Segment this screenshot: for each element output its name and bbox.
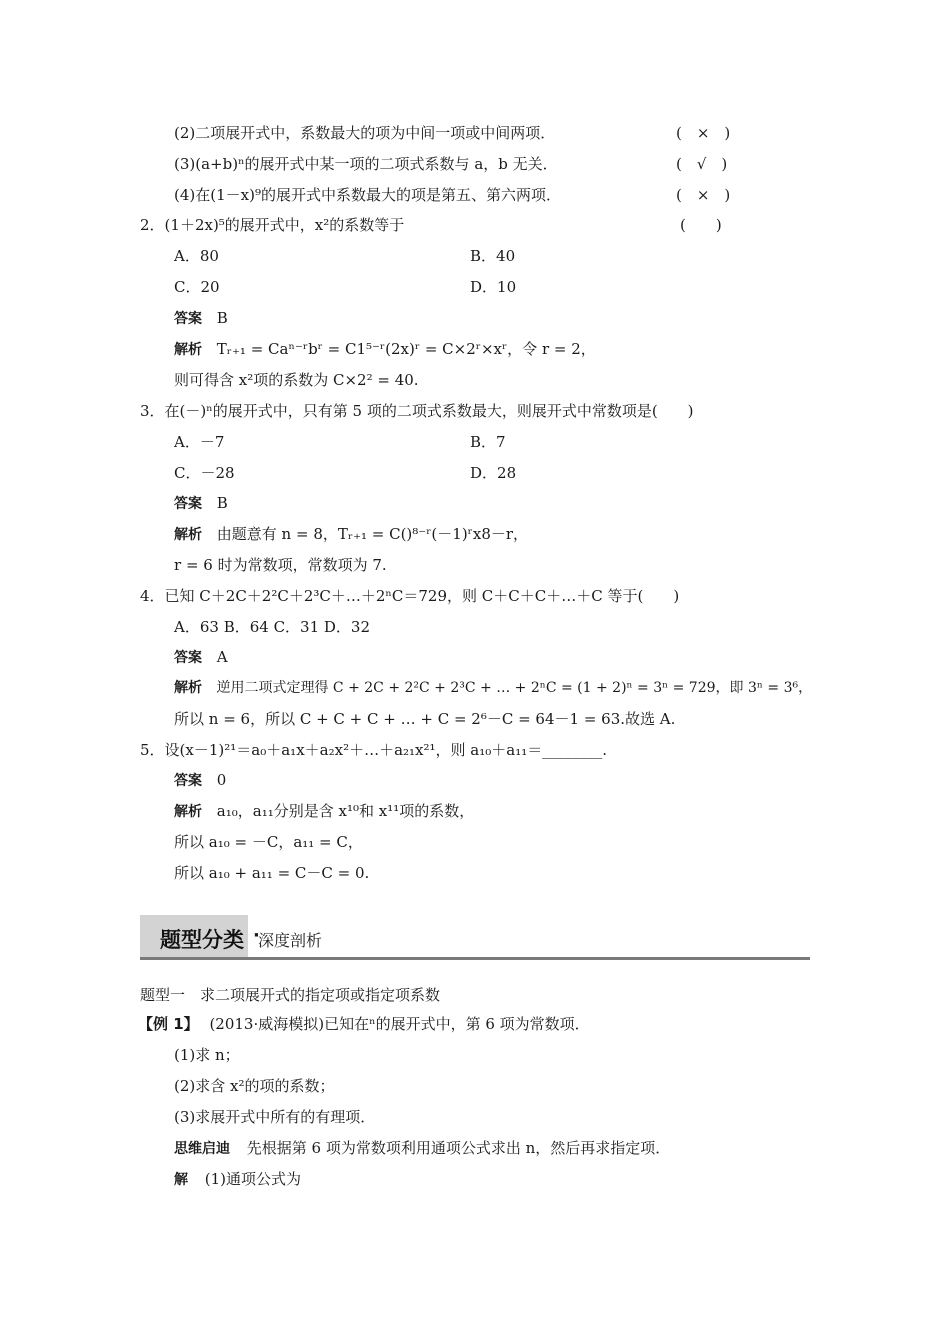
section-heading [140, 915, 810, 960]
answer-value: B [216, 309, 228, 327]
q4-answer [174, 646, 228, 669]
q5-analysis-line-2: 所以 a₁₀ = －C，a₁₁ = C， [174, 833, 363, 851]
hint-text: 先根据第 6 项为常数项利用通项公式求出 n，然后再求指定项． [246, 1139, 671, 1157]
q3-analysis-line-2: r = 6 时为常数项，常数项为 7. [174, 556, 387, 574]
analysis-label: 解析 [174, 804, 202, 820]
solution-text: (1)通项公式为 [204, 1170, 302, 1188]
q2-stem: 2．(1＋2x)⁵的展开式中，x²的系数等于 [140, 216, 405, 234]
q2-analysis-line-2: 则可得含 x²项的系数为 C×2² = 40. [174, 371, 419, 389]
q3-option-b: B．7 [470, 433, 506, 451]
q4-analysis-line-2: 所以 n = 6，所以 C + C + C + … + C = 2⁶－C = 64－1 = 63.故选 A. [174, 710, 676, 728]
solution-label: 解 [174, 1172, 188, 1188]
q2-analysis [174, 338, 596, 361]
example-part-2: (2)求含 x²的项的系数； [174, 1077, 335, 1095]
answer-value: 0 [216, 771, 227, 789]
answer-label: 答案 [174, 311, 202, 327]
section-heading-sub: 深度剖析 [258, 931, 323, 950]
example-solution [174, 1168, 301, 1191]
q5-analysis-line-3: 所以 a₁₀ + a₁₁ = C－C = 0. [174, 864, 370, 882]
q2-option-c: C．20 [174, 278, 220, 296]
analysis-text: 逆用二项式定理得 C + 2C + 2²C + 2³C + … + 2ⁿC = (1 + 2)ⁿ = 3ⁿ = 729，即 3ⁿ = 3⁶， [216, 680, 813, 696]
example-part-1: (1)求 n； [174, 1046, 240, 1064]
section-heading-main: 题型分类 [160, 928, 244, 952]
analysis-text: a₁₀，a₁₁分别是含 x¹⁰和 x¹¹项的系数， [216, 802, 475, 820]
q2-option-a: A．80 [174, 247, 219, 265]
answer-value: A [216, 648, 228, 666]
judge-mark-3: ( √ ) [676, 155, 728, 173]
answer-label: 答案 [174, 650, 202, 666]
q2-answer [174, 307, 228, 330]
q3-stem: 3．在(－)ⁿ的展开式中，只有第 5 项的二项式系数最大，则展开式中常数项是( ) [140, 402, 694, 420]
q2-option-b: B．40 [470, 247, 516, 265]
q5-analysis [174, 800, 474, 823]
analysis-label: 解析 [174, 527, 202, 543]
q3-option-a: A．－7 [174, 433, 225, 451]
answer-value: B [216, 494, 228, 512]
analysis-text: 由题意有 n = 8，Tᵣ₊₁ = C()⁸⁻ʳ(－1)ʳx8－r， [216, 525, 529, 543]
answer-label: 答案 [174, 773, 202, 789]
q3-answer [174, 492, 228, 515]
q4-options: A．63 B．64 C．31 D．32 [174, 618, 371, 636]
example-part-3: (3)求展开式中所有的有理项． [174, 1108, 376, 1126]
example-stem: (2013·威海模拟)已知在ⁿ的展开式中，第 6 项为常数项． [209, 1015, 590, 1033]
judge-mark-4: ( × ) [676, 186, 731, 204]
q5-stem: 5．设(x－1)²¹＝a₀＋a₁x＋a₂x²＋…＋a₂₁x²¹，则 a₁₀＋a₁₁＝________. [140, 741, 608, 759]
hint-label: 思维启迪 [174, 1141, 230, 1157]
q5-answer [174, 769, 226, 792]
q4-stem: 4．已知 C＋2C＋2²C＋2³C＋…＋2ⁿC＝729，则 C＋C＋C＋…＋C 等于( ) [140, 587, 680, 605]
section-heading-dot: · [253, 925, 260, 946]
example-hint [174, 1137, 670, 1160]
example-label: 【例 1】 [138, 1015, 199, 1033]
type1-title: 题型一 求二项展开式的指定项或指定项系数 [140, 986, 441, 1004]
answer-label: 答案 [174, 496, 202, 512]
q2-mark: ( ) [680, 216, 722, 234]
judge-item-3: (3)(a+b)ⁿ的展开式中某一项的二项式系数与 a，b 无关． [174, 155, 558, 173]
q3-analysis [174, 523, 528, 546]
q3-option-c: C．－28 [174, 464, 235, 482]
example-1 [138, 1013, 590, 1035]
judge-item-2: (2)二项展开式中，系数最大的项为中间一项或中间两项． [174, 124, 556, 142]
judge-item-4: (4)在(1－x)⁹的展开式中系数最大的项是第五、第六两项． [174, 186, 561, 204]
q4-analysis [174, 677, 812, 699]
analysis-label: 解析 [174, 342, 202, 358]
q2-option-d: D．10 [470, 278, 517, 296]
q3-option-d: D．28 [470, 464, 517, 482]
judge-mark-2: ( × ) [676, 124, 731, 142]
analysis-label: 解析 [174, 680, 202, 696]
analysis-text: Tᵣ₊₁ = Caⁿ⁻ʳbʳ = C1⁵⁻ʳ(2x)ʳ = C×2ʳ×xʳ，令 r = 2， [216, 340, 596, 358]
